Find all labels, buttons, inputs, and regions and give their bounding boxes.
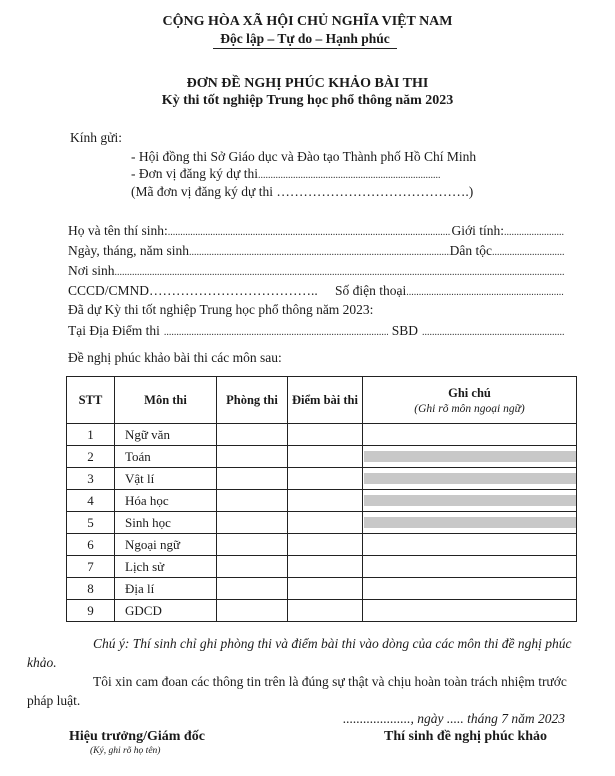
- row-score-cell[interactable]: [288, 534, 363, 556]
- table-row: [67, 600, 577, 622]
- request-label: Đề nghị phúc khảo bài thi các môn sau:: [68, 350, 282, 365]
- id-card-label: CCCD/CMND: [68, 283, 150, 298]
- registration-unit-code-dots: …………………………………….: [276, 184, 469, 199]
- row-room-cell[interactable]: [217, 556, 288, 578]
- row-note-cell[interactable]: [363, 468, 577, 490]
- registration-unit-code-field[interactable]: [131, 184, 473, 200]
- shaded-bar: [364, 517, 576, 528]
- row-room-cell[interactable]: [217, 512, 288, 534]
- sbd-label: SBD: [391, 323, 418, 338]
- row-subject: Địa lí: [115, 578, 217, 600]
- table-row: [67, 578, 577, 600]
- row-note-cell[interactable]: [363, 446, 577, 468]
- commitment-line-1: Tôi xin cam đoan các thông tin trên là đúng sự thật và chịu hoàn toàn trách nhiệm trước: [93, 674, 567, 689]
- header-note-subtitle: (Ghi rõ môn ngoại ngữ): [414, 402, 525, 415]
- registration-unit-code-close: ): [468, 184, 474, 199]
- row-score-cell[interactable]: [288, 490, 363, 512]
- row-score-cell[interactable]: [288, 468, 363, 490]
- id-phone-row: [68, 282, 564, 302]
- header-score: Điểm bài thi: [288, 377, 363, 424]
- row-room-cell[interactable]: [217, 534, 288, 556]
- registration-unit-label: - Đơn vị đăng ký dự thi: [131, 166, 258, 181]
- attended-label: Đã dự Kỳ thi tốt nghiệp Trung học phổ thông năm 2023:: [68, 302, 374, 317]
- sbd-field[interactable]: [422, 322, 564, 342]
- row-note-cell[interactable]: [363, 490, 577, 512]
- header-subject: Môn thi: [115, 377, 217, 424]
- note-line-2: khảo.: [27, 655, 57, 670]
- recipient-label: Kính gửi:: [70, 130, 122, 145]
- dob-label: Ngày, tháng, năm sinh: [68, 243, 189, 258]
- row-note-cell[interactable]: [363, 512, 577, 534]
- table-row: [67, 424, 577, 446]
- venue-row: [68, 322, 564, 342]
- shaded-bar: [364, 473, 576, 484]
- shaded-bar: [364, 495, 576, 506]
- full-name-field[interactable]: [168, 222, 452, 242]
- national-motto: Độc lập – Tự do – Hạnh phúc: [213, 31, 397, 49]
- table-row: [67, 512, 577, 534]
- gender-field[interactable]: [504, 222, 564, 242]
- dob-row: [68, 242, 564, 262]
- row-stt: 2: [67, 446, 115, 468]
- header-stt: STT: [67, 377, 115, 424]
- row-subject: Toán: [115, 446, 217, 468]
- dob-field[interactable]: [189, 242, 450, 262]
- row-room-cell[interactable]: [217, 446, 288, 468]
- row-stt: 5: [67, 512, 115, 534]
- row-stt: 9: [67, 600, 115, 622]
- full-name-label: Họ và tên thí sinh:: [68, 223, 168, 238]
- row-score-cell[interactable]: [288, 556, 363, 578]
- row-room-cell[interactable]: [217, 468, 288, 490]
- row-subject: Sinh học: [115, 512, 217, 534]
- birthplace-row: [68, 262, 564, 282]
- candidate-signature-title: Thí sinh đề nghị phúc khảo: [384, 729, 548, 744]
- shaded-bar: [364, 451, 576, 462]
- country-name: CỘNG HÒA XÃ HỘI CHỦ NGHĨA VIỆT NAM: [162, 14, 453, 29]
- phone-label: Số điện thoại: [335, 283, 407, 298]
- venue-field[interactable]: [164, 322, 388, 342]
- date-line: ...................., ngày ..... tháng 7 năm 2023: [343, 711, 565, 726]
- header-note-title: Ghi chú: [448, 385, 491, 400]
- row-stt: 7: [67, 556, 115, 578]
- row-score-cell[interactable]: [288, 512, 363, 534]
- row-room-cell[interactable]: [217, 600, 288, 622]
- row-note-cell[interactable]: [363, 534, 577, 556]
- row-note-cell[interactable]: [363, 424, 577, 446]
- principal-sign-hint: (Ký, ghi rõ họ tên): [90, 746, 161, 756]
- registration-unit-field[interactable]: [131, 165, 441, 185]
- row-note-cell[interactable]: [363, 556, 577, 578]
- commitment-line-2: pháp luật.: [27, 693, 81, 708]
- registration-unit-code-label: (Mã đơn vị đăng ký dự thi: [131, 184, 277, 199]
- recipient-council: - Hội đồng thi Sở Giáo dục và Đào tạo Thành phố Hồ Chí Minh: [131, 149, 477, 164]
- id-card-field[interactable]: ………………………………..: [149, 283, 318, 298]
- venue-label: Tại Địa Điểm thi: [68, 323, 160, 338]
- row-room-cell[interactable]: [217, 490, 288, 512]
- row-stt: 6: [67, 534, 115, 556]
- header-note: [363, 377, 577, 424]
- birthplace-field[interactable]: [115, 262, 564, 282]
- principal-title: Hiệu trưởng/Giám đốc: [69, 729, 205, 744]
- row-stt: 8: [67, 578, 115, 600]
- ethnicity-field[interactable]: [492, 242, 564, 262]
- row-subject: Ngữ văn: [115, 424, 217, 446]
- gender-label: Giới tính:: [451, 223, 504, 238]
- row-subject: Lịch sử: [115, 556, 217, 578]
- row-note-cell[interactable]: [363, 600, 577, 622]
- row-room-cell[interactable]: [217, 578, 288, 600]
- row-subject: GDCD: [115, 600, 217, 622]
- row-subject: Vật lí: [115, 468, 217, 490]
- header-room: Phòng thi: [217, 377, 288, 424]
- row-room-cell[interactable]: [217, 424, 288, 446]
- ethnicity-label: Dân tộc: [449, 243, 492, 258]
- row-subject: Ngoại ngữ: [115, 534, 217, 556]
- row-score-cell[interactable]: [288, 424, 363, 446]
- note-line-1: Chú ý: Thí sinh chỉ ghi phòng thi và điểm bài thi vào dòng của các môn thi đề nghị phúc: [93, 636, 572, 651]
- row-score-cell[interactable]: [288, 600, 363, 622]
- row-note-cell[interactable]: [363, 578, 577, 600]
- table-row: [67, 534, 577, 556]
- birthplace-label: Nơi sinh: [68, 263, 115, 278]
- candidate-name-row: [68, 222, 564, 242]
- subjects-table: [66, 376, 577, 622]
- form-title: ĐƠN ĐỀ NGHỊ PHÚC KHẢO BÀI THI: [186, 76, 429, 91]
- table-row: [67, 556, 577, 578]
- form-subtitle: Kỳ thi tốt nghiệp Trung học phổ thông năm 2023: [161, 93, 454, 108]
- table-row: [67, 468, 577, 490]
- table-row: [67, 446, 577, 468]
- row-subject: Hóa học: [115, 490, 217, 512]
- row-stt: 1: [67, 424, 115, 446]
- table-header-row: [67, 377, 577, 424]
- row-stt: 4: [67, 490, 115, 512]
- table-row: [67, 490, 577, 512]
- phone-field[interactable]: [406, 282, 564, 302]
- row-score-cell[interactable]: [288, 578, 363, 600]
- row-stt: 3: [67, 468, 115, 490]
- row-score-cell[interactable]: [288, 446, 363, 468]
